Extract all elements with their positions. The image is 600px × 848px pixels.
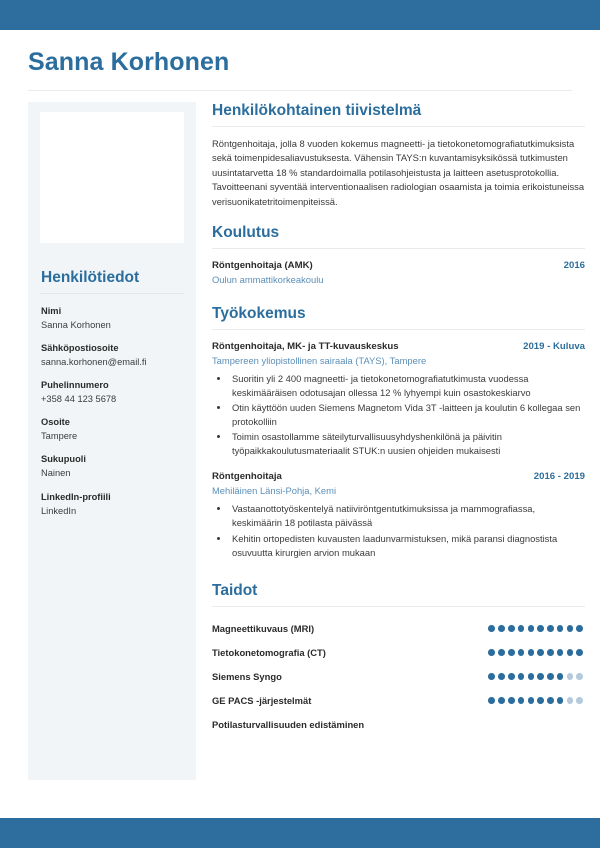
rating-dot-filled — [557, 697, 564, 704]
rating-dot-filled — [528, 649, 535, 656]
experience-bullet-list — [212, 372, 585, 459]
education-degree: Röntgenhoitaja (AMK) — [212, 259, 313, 271]
detail-item-address — [40, 416, 184, 442]
detail-value: sanna.korhonen@email.fi — [41, 356, 147, 367]
detail-item-nimi — [40, 305, 184, 331]
experience-date: 2019 - Kuluva — [523, 340, 585, 352]
section-heading-summary: Henkilökohtainen tiivistelmä — [212, 101, 422, 119]
top-accent-bar — [0, 0, 600, 30]
rating-dot-filled — [518, 649, 525, 656]
education-entry — [212, 259, 585, 287]
skill-label: Siemens Syngo — [212, 671, 282, 683]
section-education — [212, 224, 585, 301]
experience-date: 2016 - 2019 — [533, 471, 585, 483]
skill-label: GE PACS -järjestelmät — [212, 695, 312, 707]
sidebar — [28, 102, 196, 780]
rating-dot-filled — [547, 649, 554, 656]
rating-dot-filled — [537, 625, 544, 632]
detail-label: Osoite — [41, 417, 70, 428]
skill-row — [212, 641, 585, 665]
rating-dot-filled — [488, 697, 495, 704]
rating-dot-filled — [537, 697, 544, 704]
page-title: Sanna Korhonen — [28, 48, 230, 76]
name-block — [0, 30, 600, 91]
section-experience — [212, 305, 585, 578]
section-divider — [212, 606, 585, 607]
personal-details-list — [40, 305, 184, 517]
education-entry-header — [212, 259, 585, 273]
main-column — [196, 102, 585, 741]
rating-dot-filled — [547, 625, 554, 632]
section-heading-skills: Taidot — [212, 581, 258, 599]
detail-label: Puhelinnumero — [41, 380, 109, 391]
rating-dot-filled — [508, 673, 515, 680]
list-item: • Kehitin ortopedisten kuvausten laadunvarmistuksen, mikä paransi diagnostista osuvuutta kirurgien arvion mukaan — [230, 532, 585, 560]
experience-entry-header — [212, 340, 585, 354]
experience-employer: Mehiläinen Länsi-Pohja, Kemi — [212, 485, 337, 497]
rating-dot-filled — [557, 673, 564, 680]
detail-value: Tampere — [41, 431, 78, 442]
detail-value: Nainen — [41, 468, 71, 479]
detail-label: Sukupuoli — [41, 454, 86, 465]
skill-row — [212, 689, 585, 713]
detail-label: LinkedIn-profiili — [41, 491, 111, 502]
rating-dot-empty — [576, 697, 583, 704]
bottom-accent-bar — [0, 818, 600, 848]
skill-rating-dots — [488, 625, 585, 632]
rating-dot-filled — [567, 649, 574, 656]
list-item: • Suoritin yli 2 400 magneetti- ja tietokonetomografiatutkimusta vuodessa keskimääräisen odotusajan ollessa 12 % lyhyempi kuin osastokeskiarvo — [230, 372, 585, 400]
rating-dot-filled — [508, 697, 515, 704]
experience-employer: Tampereen yliopistollinen sairaala (TAYS), Tampere — [212, 354, 427, 366]
rating-dot-filled — [528, 697, 535, 704]
rating-dot-filled — [528, 673, 535, 680]
rating-dot-filled — [547, 673, 554, 680]
rating-dot-filled — [537, 649, 544, 656]
education-date: 2016 — [563, 259, 585, 271]
experience-job-title: Röntgenhoitaja — [212, 471, 282, 483]
detail-item-email — [40, 342, 184, 368]
sidebar-heading-divider — [40, 293, 184, 294]
detail-value: Sanna Korhonen — [41, 319, 111, 330]
section-summary — [212, 102, 585, 210]
section-heading-experience: Työkokemus — [212, 304, 306, 322]
detail-value: +358 44 123 5678 — [41, 394, 117, 405]
skill-row — [212, 713, 585, 737]
experience-entry — [212, 470, 585, 559]
section-heading-education: Koulutus — [212, 223, 280, 241]
rating-dot-filled — [488, 649, 495, 656]
resume-content — [0, 30, 600, 818]
detail-item-phone — [40, 379, 184, 405]
rating-dot-filled — [508, 625, 515, 632]
section-divider — [212, 126, 585, 127]
detail-value-linkedin-link[interactable]: LinkedIn — [41, 505, 77, 516]
section-divider — [212, 248, 585, 249]
rating-dot-filled — [488, 625, 495, 632]
rating-dot-filled — [528, 625, 535, 632]
rating-dot-filled — [537, 673, 544, 680]
experience-job-title: Röntgenhoitaja, MK- ja TT-kuvauskeskus — [212, 340, 399, 352]
rating-dot-filled — [488, 673, 495, 680]
name-divider — [28, 90, 572, 91]
summary-paragraph: Röntgenhoitaja, jolla 8 vuoden kokemus magneetti- ja tietokonetomografiatutkimuksista sekä toimenpidesaliavustuksesta. Vähensin TAYS:n kuvantamisyksikössä tutkimusten uusintatarvetta 18 % standardoimalla potilasohjeistusta ja laitteen asetusprotokollia. Tavoitteenani syventää interventionaalisen radiologian osaamista ja toimia erikoistuneissa verisuonikatetritoimenpiteissä. — [212, 137, 585, 208]
rating-dot-filled — [498, 697, 505, 704]
skill-label: Tietokonetomografia (CT) — [212, 647, 326, 659]
skill-row — [212, 617, 585, 641]
rating-dot-filled — [498, 649, 505, 656]
rating-dot-filled — [557, 649, 564, 656]
rating-dot-empty — [576, 673, 583, 680]
skill-rating-dots — [488, 673, 585, 680]
skill-label: Magneettikuvaus (MRI) — [212, 623, 315, 635]
section-skills — [212, 582, 585, 737]
rating-dot-filled — [518, 625, 525, 632]
list-item: • Otin käyttöön uuden Siemens Magnetom Vida 3T -laitteen ja koulutin 6 kollegaa sen protokolliin — [230, 401, 585, 429]
rating-dot-filled — [498, 625, 505, 632]
rating-dot-empty — [567, 697, 574, 704]
skills-list — [212, 617, 585, 737]
detail-label: Sähköpostiosoite — [41, 342, 119, 353]
sidebar-heading-personal-details: Henkilötiedot — [41, 268, 140, 286]
experience-entry — [212, 340, 585, 459]
rating-dot-filled — [567, 625, 574, 632]
rating-dot-filled — [576, 649, 583, 656]
skill-row — [212, 665, 585, 689]
skill-rating-dots — [488, 649, 585, 656]
skill-rating-dots — [488, 697, 585, 704]
rating-dot-filled — [547, 697, 554, 704]
rating-dot-empty — [567, 673, 574, 680]
rating-dot-filled — [576, 625, 583, 632]
rating-dot-filled — [557, 625, 564, 632]
detail-label: Nimi — [41, 305, 62, 316]
section-divider — [212, 329, 585, 330]
detail-item-linkedin — [40, 491, 184, 517]
detail-item-gender — [40, 453, 184, 479]
rating-dot-filled — [508, 649, 515, 656]
skill-label: Potilasturvallisuuden edistäminen — [212, 719, 365, 731]
rating-dot-filled — [498, 673, 505, 680]
education-institution: Oulun ammattikorkeakoulu — [212, 273, 324, 285]
experience-entry-header — [212, 470, 585, 484]
two-column-layout — [0, 102, 600, 780]
experience-bullet-list — [212, 502, 585, 559]
rating-dot-filled — [518, 673, 525, 680]
list-item: • Vastaanottotyöskentelyä natiiviröntgentutkimuksissa ja mammografiassa, keskimäärin 18 potilasta päivässä — [230, 502, 585, 530]
rating-dot-filled — [518, 697, 525, 704]
profile-photo-placeholder — [40, 112, 184, 243]
list-item: • Toimin osastollamme säteilyturvallisuusyhdyshenkilönä ja päivitin työpaikkakoulutusmateriaalit STUK:n uusien ohjeiden mukaisesti — [230, 430, 585, 458]
